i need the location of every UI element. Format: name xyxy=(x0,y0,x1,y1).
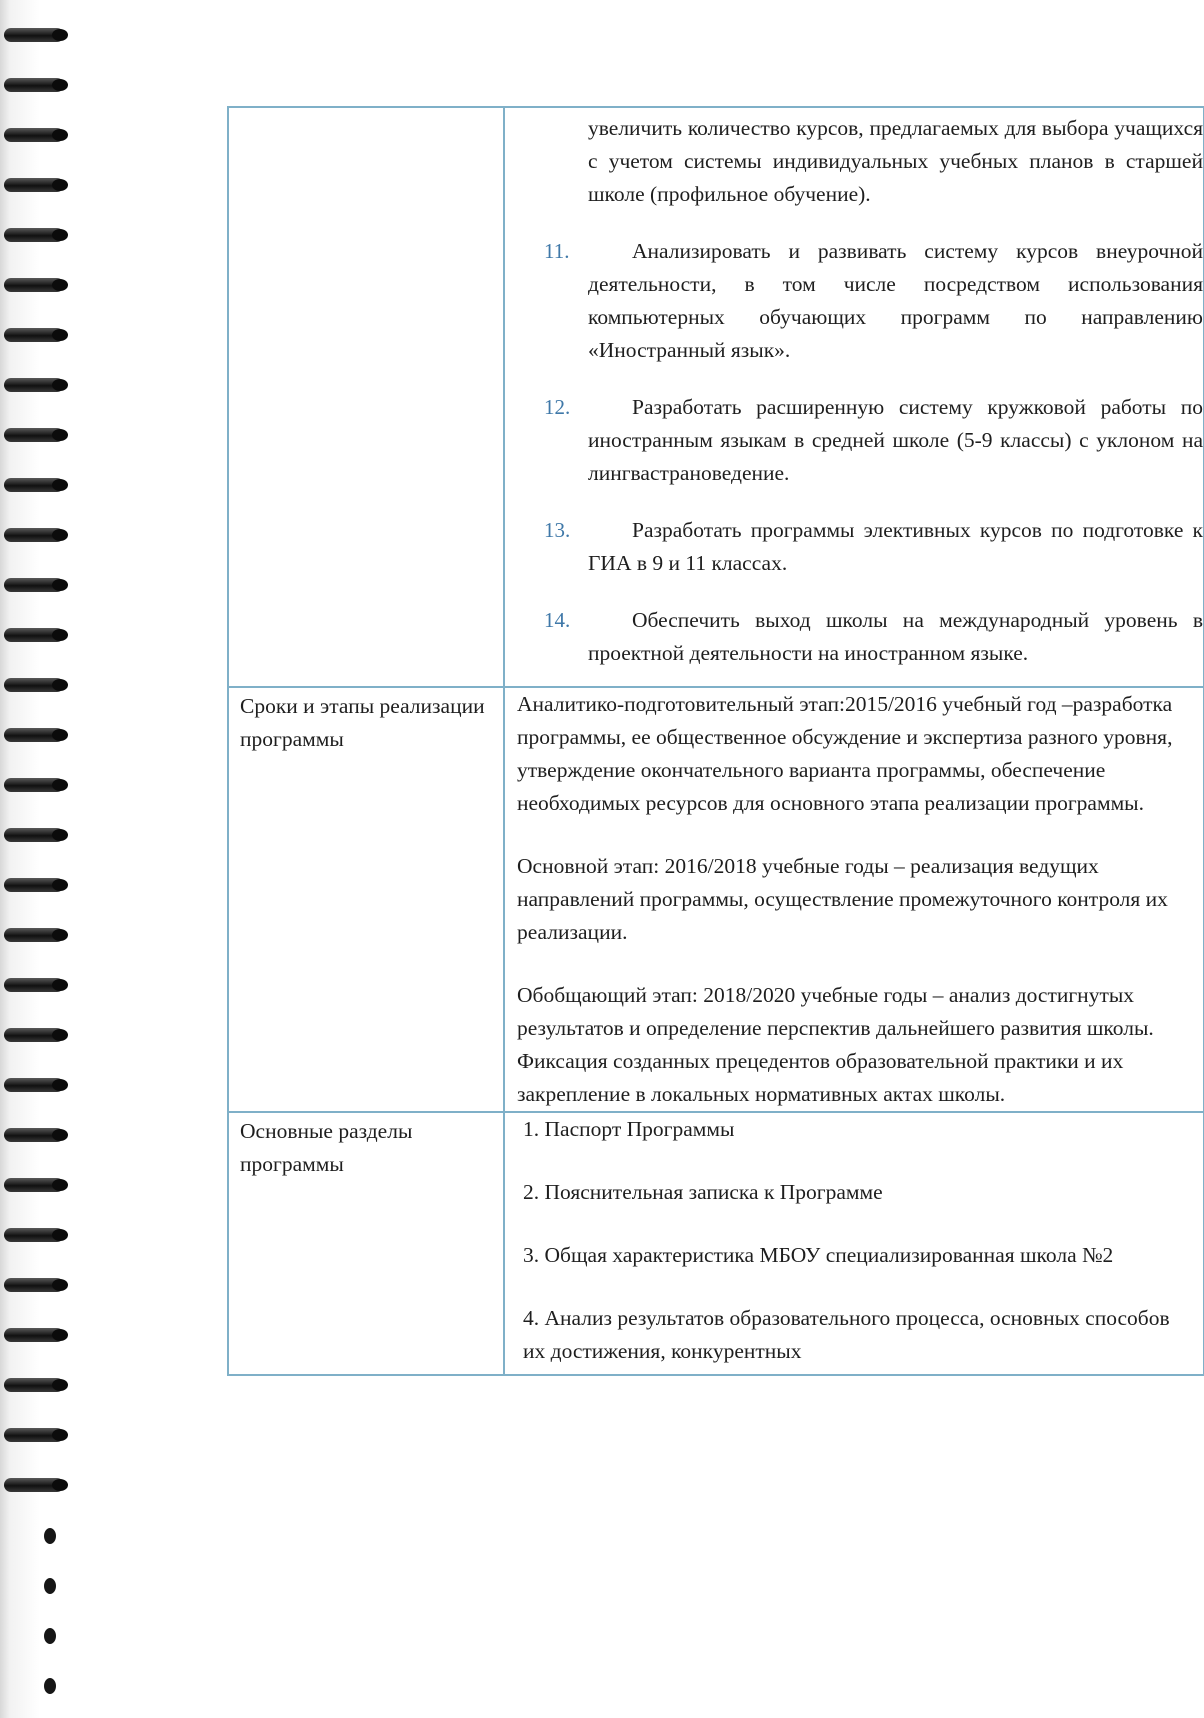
binding-ring xyxy=(4,1428,64,1442)
goal-item xyxy=(544,514,1203,580)
goals-label-cell xyxy=(228,107,504,687)
binding-ring xyxy=(4,78,64,92)
goal-number: 13. xyxy=(544,518,571,542)
binding-ring xyxy=(4,1278,64,1292)
goal-number: 12. xyxy=(544,395,571,419)
section-item: 1. Паспорт Программы xyxy=(523,1117,735,1141)
binding-ring xyxy=(4,278,64,292)
stage-paragraph: Аналитико-подготовительный этап:2015/2016 учебный год –разработка программы, ее общественное обсуждение и экспертиза разного уровня, утверждение окончательного варианта программы, обеспечение необходимых ресурсов для основного этапа реализации программы. xyxy=(517,692,1173,815)
binding-hole xyxy=(44,1528,56,1544)
sections-label: Основные разделы программы xyxy=(228,1112,504,1375)
goal-item xyxy=(544,235,1203,367)
section-item: 2. Пояснительная записка к Программе xyxy=(523,1180,883,1204)
binding-ring xyxy=(4,1178,64,1192)
section-item: 3. Общая характеристика МБОУ специализированная школа №2 xyxy=(523,1243,1114,1267)
binding-ring xyxy=(4,28,64,42)
binding-ring xyxy=(4,678,64,692)
goal-text: Обеспечить выход школы на международный уровень в проектной деятельности на иностранном языке. xyxy=(588,608,1203,665)
binding-ring xyxy=(4,578,64,592)
stages-label: Сроки и этапы реализации программы xyxy=(228,687,504,1112)
binding-ring xyxy=(4,1328,64,1342)
binding-ring xyxy=(4,1128,64,1142)
goal-continuation: увеличить количество курсов, предлагаемых для выбора учащихся с учетом системы индивидуальных учебных планов в старшей школе (профильное обучение). xyxy=(588,116,1203,206)
binding-ring xyxy=(4,1228,64,1242)
binding-ring xyxy=(4,1478,64,1492)
sections-content-cell xyxy=(504,1112,1204,1375)
goal-item xyxy=(544,604,1203,670)
section-item: 4. Анализ результатов образовательного процесса, основных способов их достижения, конкурентных xyxy=(523,1306,1170,1363)
goal-number: 14. xyxy=(544,608,571,632)
goal-item xyxy=(544,391,1203,490)
table-row-sections xyxy=(228,1112,1204,1375)
binding-ring xyxy=(4,728,64,742)
binding-ring xyxy=(4,378,64,392)
table-row-goals xyxy=(228,107,1204,687)
stage-paragraph: Основной этап: 2016/2018 учебные годы – реализация ведущих направлений программы, осуществление промежуточного контроля их реализации. xyxy=(517,854,1168,944)
binding-ring xyxy=(4,1378,64,1392)
binding-hole xyxy=(44,1678,56,1694)
stage-paragraph: Обобщающий этап: 2018/2020 учебные годы – анализ достигнутых результатов и определение перспектив дальнейшего развития школы. Фиксация созданных прецедентов образовательной практики и их закрепление в локальных нормативных актах школы. xyxy=(517,983,1154,1106)
binding-hole xyxy=(44,1578,56,1594)
binding-ring xyxy=(4,228,64,242)
binding-ring xyxy=(4,478,64,492)
table-row-stages xyxy=(228,687,1204,1112)
binding-ring xyxy=(4,178,64,192)
binding-ring xyxy=(4,128,64,142)
binding-ring xyxy=(4,928,64,942)
binding-ring xyxy=(4,428,64,442)
binding-ring xyxy=(4,978,64,992)
binding-ring xyxy=(4,828,64,842)
binding-ring xyxy=(4,328,64,342)
goal-text: Разработать программы элективных курсов по подготовке к ГИА в 9 и 11 классах. xyxy=(588,518,1203,575)
goal-text: Анализировать и развивать систему курсов внеурочной деятельности, в том числе посредством использования компьютерных обучающих программ по направлению «Иностранный язык». xyxy=(588,239,1203,362)
binding-ring xyxy=(4,878,64,892)
spiral-binding xyxy=(0,0,78,1718)
binding-ring xyxy=(4,628,64,642)
goals-content-cell xyxy=(504,107,1204,687)
binding-ring xyxy=(4,1078,64,1092)
binding-ring xyxy=(4,1028,64,1042)
goal-number: 11. xyxy=(544,239,570,263)
passport-table xyxy=(227,106,1204,1376)
binding-ring xyxy=(4,778,64,792)
goal-text: Разработать расширенную систему кружковой работы по иностранным языкам в средней школе (5-9 классы) с уклоном на лингвастрановедение. xyxy=(588,395,1203,485)
stages-content-cell xyxy=(504,687,1204,1112)
binding-ring xyxy=(4,528,64,542)
binding-hole xyxy=(44,1628,56,1644)
